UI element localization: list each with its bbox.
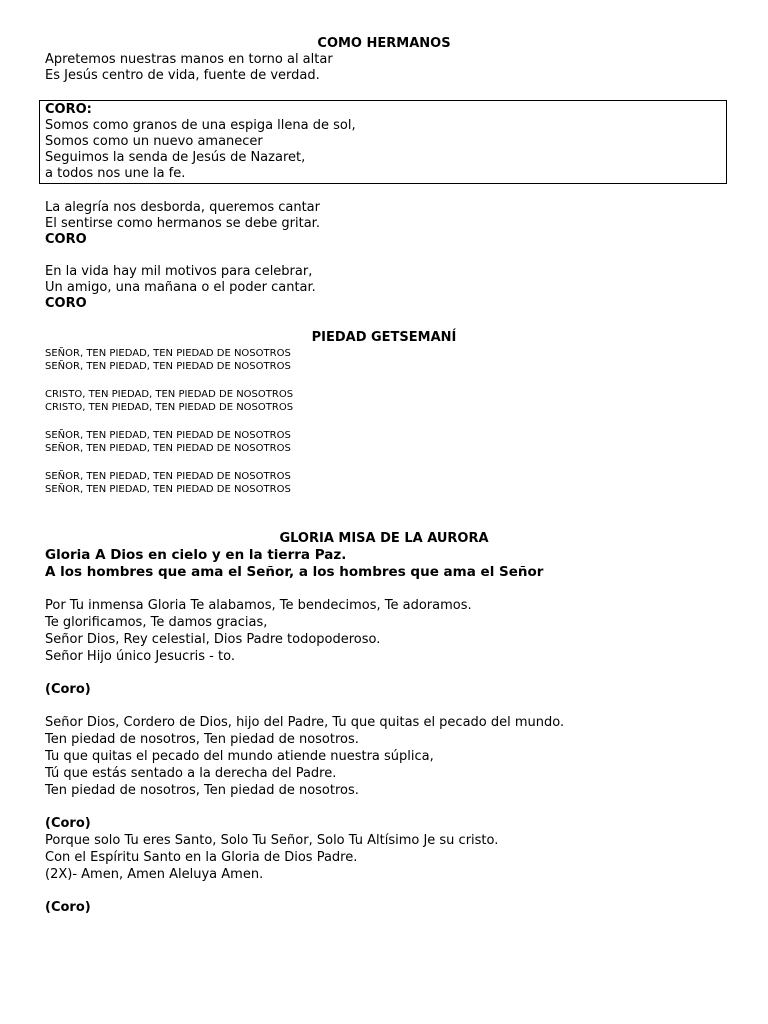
lyric-line: Ten piedad de nosotros, Ten piedad de nosotros. <box>45 783 359 798</box>
gloria-chorus-line: Gloria A Dios en cielo y en la tierra Paz. <box>45 547 347 563</box>
lyric-line: La alegría nos desborda, queremos cantar <box>45 200 320 215</box>
chorus-line: a todos nos une la fe. <box>45 166 186 181</box>
piedad-line: CRISTO, TEN PIEDAD, TEN PIEDAD DE NOSOTROS <box>45 402 294 413</box>
lyric-line: Te glorificamos, Te damos gracias, <box>45 615 268 630</box>
chorus-line: Somos como granos de una espiga llena de sol, <box>45 118 356 133</box>
lyric-line: Señor Hijo único Jesucris - to. <box>45 649 235 664</box>
piedad-line: SEÑOR, TEN PIEDAD, TEN PIEDAD DE NOSOTROS <box>45 443 291 454</box>
piedad-line: CRISTO, TEN PIEDAD, TEN PIEDAD DE NOSOTROS <box>45 389 294 400</box>
piedad-line: SEÑOR, TEN PIEDAD, TEN PIEDAD DE NOSOTROS <box>45 348 291 359</box>
piedad-line: SEÑOR, TEN PIEDAD, TEN PIEDAD DE NOSOTROS <box>45 430 291 441</box>
song-title-piedad: PIEDAD GETSEMANÍ <box>311 330 457 345</box>
lyric-line: Es Jesús centro de vida, fuente de verdad. <box>45 68 320 83</box>
chorus-line: Seguimos la senda de Jesús de Nazaret, <box>45 150 306 165</box>
song-title-gloria: GLORIA MISA DE LA AURORA <box>279 531 489 546</box>
piedad-line: SEÑOR, TEN PIEDAD, TEN PIEDAD DE NOSOTROS <box>45 361 291 372</box>
lyric-line: Porque solo Tu eres Santo, Solo Tu Señor, Solo Tu Altísimo Je su cristo. <box>45 833 499 848</box>
lyric-line: En la vida hay mil motivos para celebrar, <box>45 264 313 279</box>
chorus-reference: (Coro) <box>45 682 91 697</box>
gloria-chorus-line: A los hombres que ama el Señor, a los hombres que ama el Señor <box>45 564 544 580</box>
lyric-line: Apretemos nuestras manos en torno al altar <box>45 52 333 67</box>
lyric-line: Un amigo, una mañana o el poder cantar. <box>45 280 316 295</box>
song-title-como-hermanos: COMO HERMANOS <box>317 36 451 51</box>
chorus-reference: (Coro) <box>45 816 91 831</box>
chorus-reference: CORO <box>45 232 87 247</box>
lyric-line: Por Tu inmensa Gloria Te alabamos, Te bendecimos, Te adoramos. <box>45 598 472 613</box>
lyric-line: Señor Dios, Rey celestial, Dios Padre todopoderoso. <box>45 632 381 647</box>
piedad-line: SEÑOR, TEN PIEDAD, TEN PIEDAD DE NOSOTROS <box>45 484 291 495</box>
lyric-line: Señor Dios, Cordero de Dios, hijo del Padre, Tu que quitas el pecado del mundo. <box>45 715 565 730</box>
lyric-line: Tú que estás sentado a la derecha del Padre. <box>45 766 337 781</box>
chorus-line: Somos como un nuevo amanecer <box>45 134 263 149</box>
chorus-label: CORO: <box>45 102 92 117</box>
chorus-reference: CORO <box>45 296 87 311</box>
chorus-reference: (Coro) <box>45 900 91 915</box>
lyric-line: Con el Espíritu Santo en la Gloria de Dios Padre. <box>45 850 358 865</box>
lyric-line: (2X)- Amen, Amen Aleluya Amen. <box>45 867 264 882</box>
lyric-line: El sentirse como hermanos se debe gritar. <box>45 216 320 231</box>
piedad-line: SEÑOR, TEN PIEDAD, TEN PIEDAD DE NOSOTROS <box>45 471 291 482</box>
lyric-line: Tu que quitas el pecado del mundo atiende nuestra súplica, <box>45 749 434 764</box>
lyric-line: Ten piedad de nosotros, Ten piedad de nosotros. <box>45 732 359 747</box>
